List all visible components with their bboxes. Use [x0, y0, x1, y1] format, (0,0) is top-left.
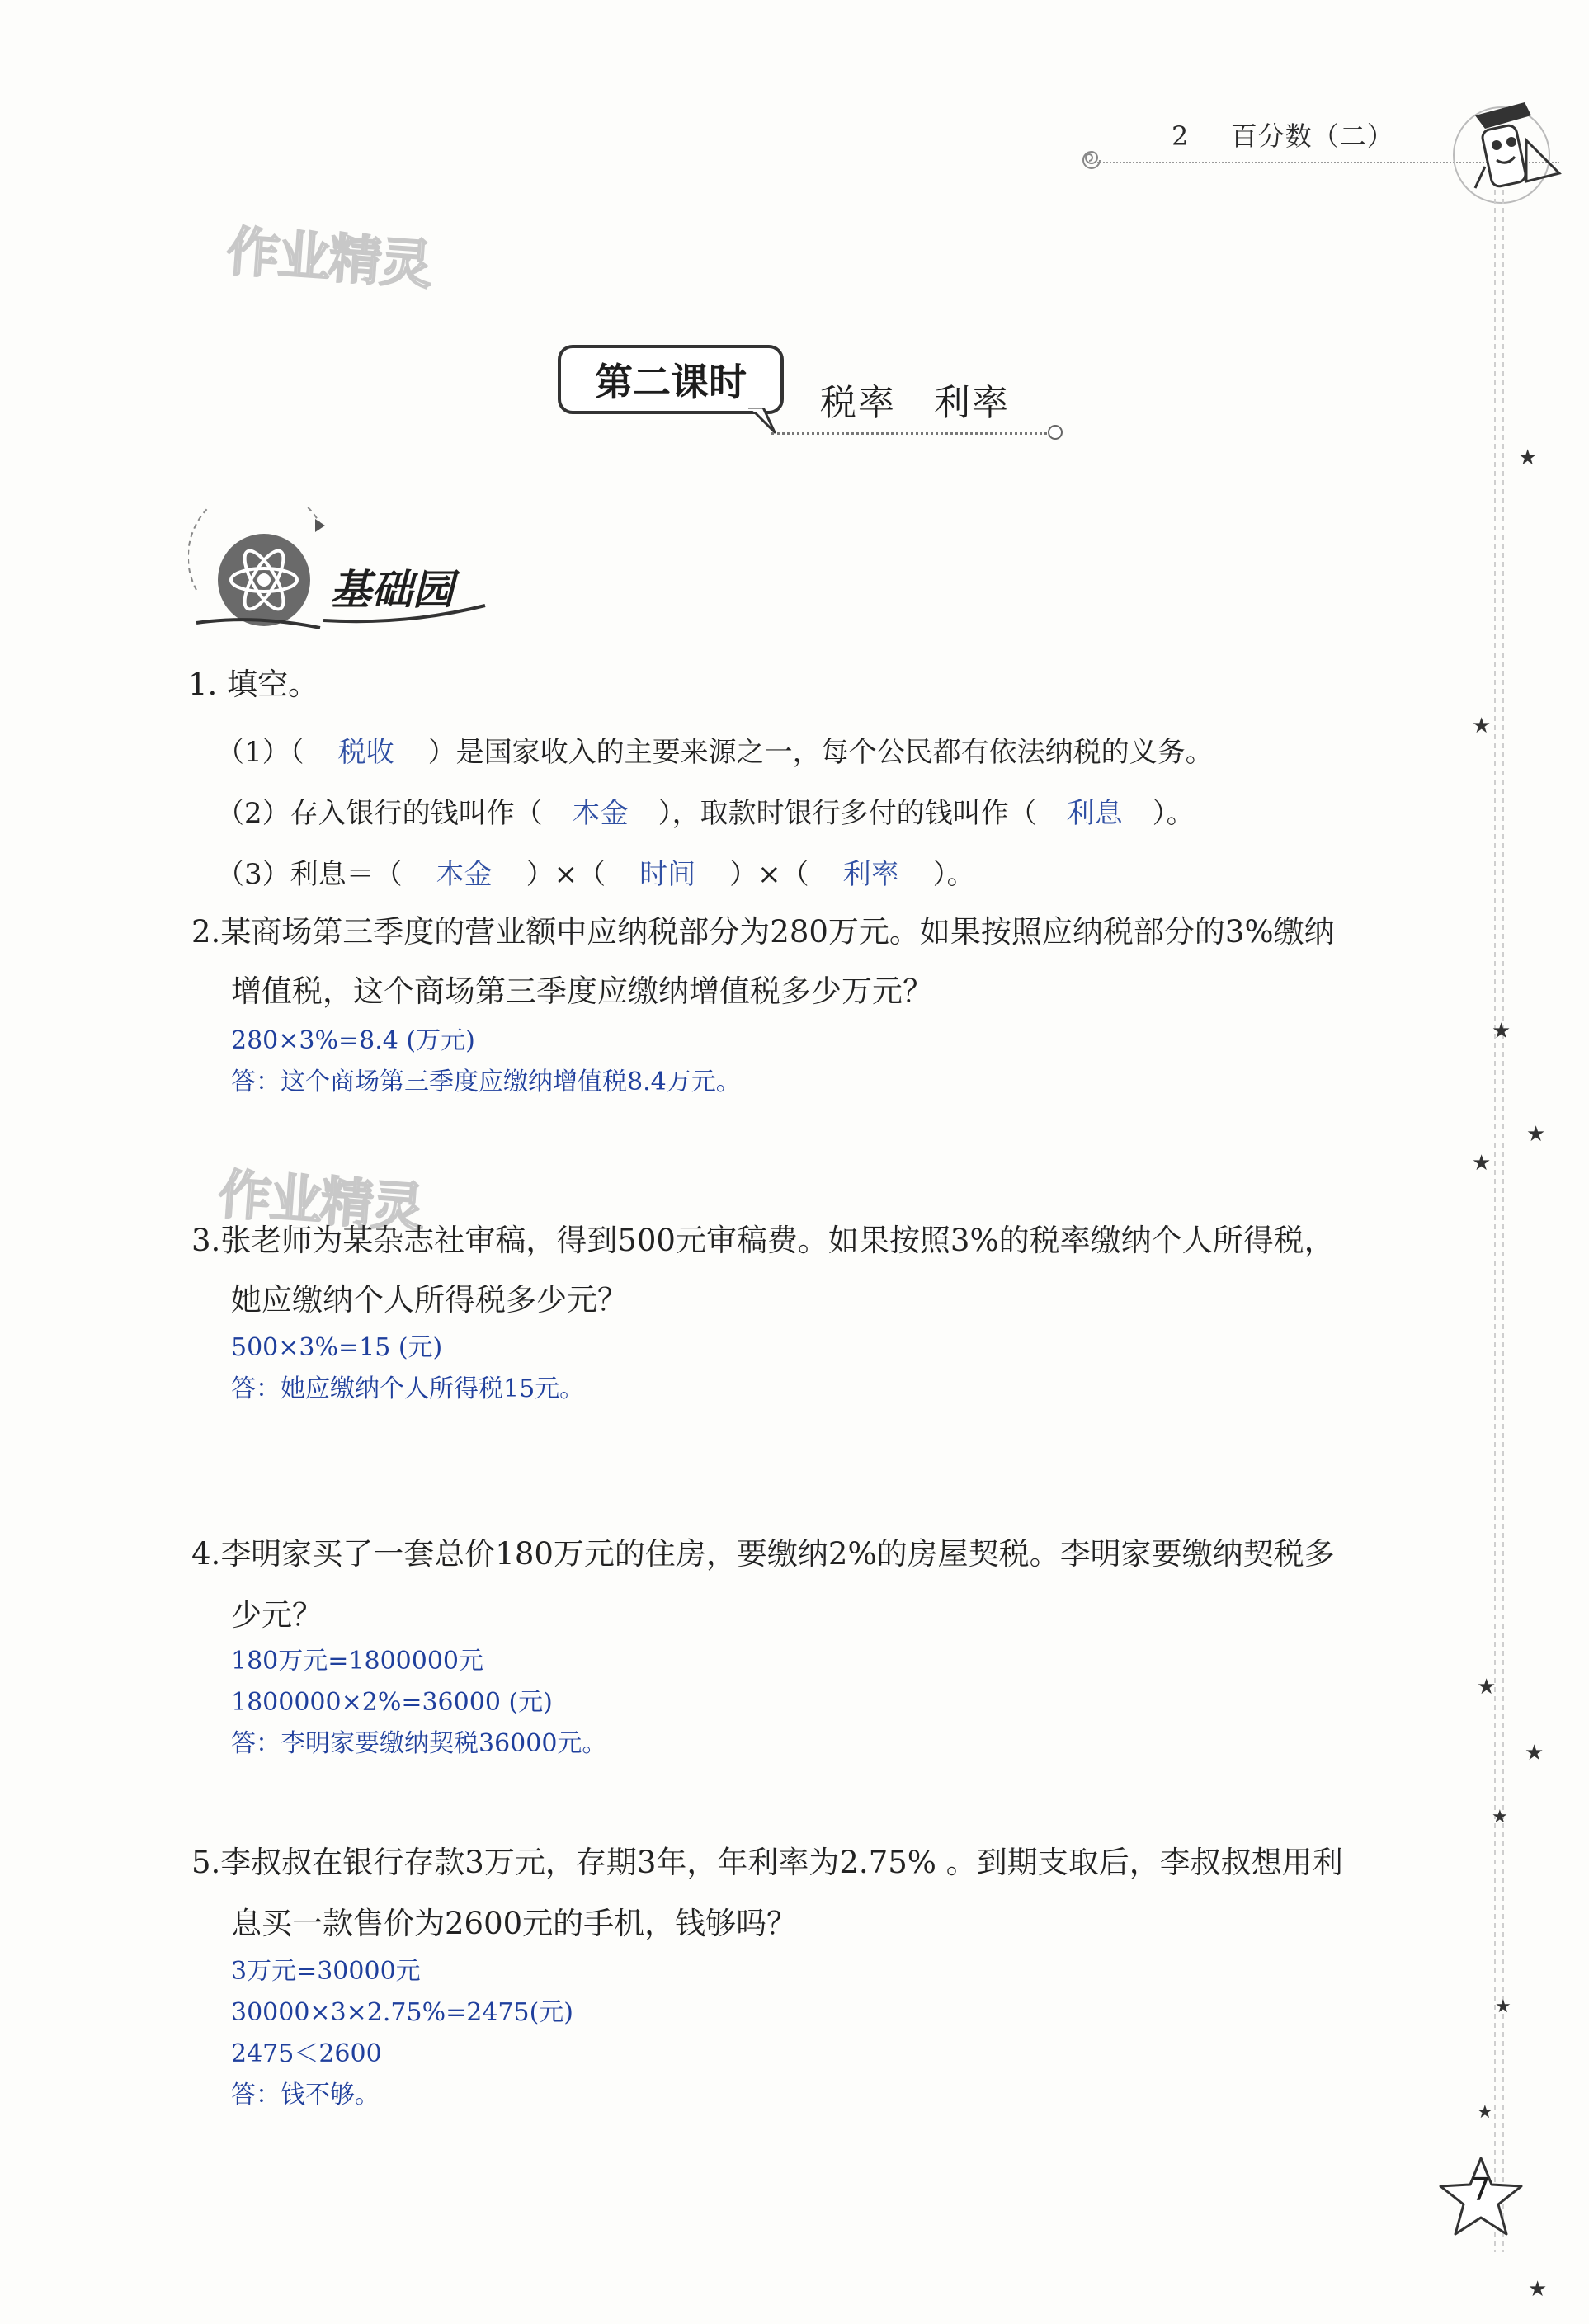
section-underline: [323, 601, 488, 625]
question-1-item-2: （2）存入银行的钱叫作（ 本金 ），取款时银行多付的钱叫作（ 利息 ）。: [216, 790, 1195, 831]
star-icon: ★: [1472, 1151, 1492, 1176]
question-number: 3.: [191, 1223, 221, 1258]
badge-pointer: [747, 408, 780, 434]
star-icon: ★: [1492, 1019, 1511, 1044]
question-4-line-2: 少元？: [231, 1597, 323, 1633]
question-number: 2.: [191, 914, 221, 950]
question-2: 2.某商场第三季度的营业额中应纳税部分为280万元。如果按照应纳税部分的3%缴纳: [191, 914, 1335, 950]
answer-line: 280×3%=8.4 (万元): [231, 1026, 475, 1055]
star-icon: ★: [1495, 1996, 1511, 2017]
header-unit: 2: [1172, 120, 1190, 152]
answer-line: 3万元=30000元: [231, 1957, 421, 1986]
answer-line: 答：钱不够。: [231, 2081, 380, 2110]
question-2-line-2: 增值税，这个商场第三季度应缴纳增值税多少万元？: [231, 973, 933, 1009]
star-icon: ★: [1472, 714, 1492, 738]
pencil-mascot-icon: [1427, 91, 1568, 206]
header-title: 百分数（二）: [1230, 120, 1394, 152]
answer-blank: 时间: [639, 858, 696, 891]
lesson-badge: 第二课时: [558, 345, 784, 414]
answer-line: 2475＜2600: [231, 2039, 382, 2068]
lesson-topic: 税率 利率: [820, 382, 1010, 424]
star-icon: ★: [1526, 1122, 1546, 1147]
question-text: 填空。: [227, 667, 319, 702]
star-icon: ★: [1525, 1741, 1544, 1765]
question-1-item-3: （3）利息＝（ 本金 ）×（ 时间 ）×（ 利率 ）。: [216, 851, 975, 892]
star-icon: ★: [1492, 1807, 1508, 1827]
answer-blank: 本金: [436, 858, 493, 891]
question-number: 1.: [188, 667, 218, 702]
question-number: 4.: [191, 1536, 221, 1572]
star-icon: ★: [1518, 445, 1538, 470]
question-3: 3.张老师为某杂志社审稿，得到500元审稿费。如果按照3%的税率缴纳个人所得税，: [191, 1223, 1335, 1258]
answer-line: 180万元=1800000元: [231, 1647, 484, 1676]
section-title: 基础园: [330, 565, 454, 614]
atom-icon: [188, 507, 337, 631]
lesson-underline-end: [1048, 425, 1063, 440]
page-number: 7: [1470, 2171, 1492, 2208]
answer-blank: 利率: [842, 858, 899, 891]
answer-line: 1800000×2%=36000 (元): [231, 1688, 553, 1717]
answer-blank: 税收: [337, 736, 394, 769]
question-4: 4.李明家买了一套总价180万元的住房，要缴纳2%的房屋契税。李明家要缴纳契税多: [191, 1536, 1335, 1572]
question-number: 5.: [191, 1845, 221, 1880]
question-1: [188, 667, 318, 703]
answer-blank: 利息: [1066, 797, 1123, 830]
watermark: 作业精灵: [224, 221, 433, 297]
question-3-line-2: 她应缴纳个人所得税多少元？: [231, 1282, 628, 1318]
answer-line: 答：她应缴纳个人所得税15元。: [231, 1374, 585, 1403]
star-icon: ★: [1477, 2102, 1493, 2123]
question-1-item-1: （1）（ 税收 ）是国家收入的主要来源之一，每个公民都有依法纳税的义务。: [216, 729, 1214, 770]
question-5-line-2: 息买一款售价为2600元的手机，钱够吗？: [231, 1906, 798, 1941]
answer-line: 答：这个商场第三季度应缴纳增值税8.4万元。: [231, 1068, 741, 1096]
lesson-underline: [771, 432, 1052, 435]
star-icon: ★: [1528, 2277, 1548, 2302]
watermark: 作业精灵: [216, 1164, 425, 1240]
answer-line: 500×3%=15 (元): [231, 1333, 443, 1362]
answer-blank: 本金: [572, 797, 629, 830]
swirl-icon: [1077, 145, 1106, 175]
decorative-border: [1492, 190, 1508, 2252]
answer-line: 30000×3×2.75%=2475(元): [231, 1998, 573, 2027]
star-icon: ★: [1477, 1675, 1497, 1699]
answer-line: 答：李明家要缴纳契税36000元。: [231, 1729, 607, 1758]
running-header: [1172, 115, 1394, 153]
question-5: 5.李叔叔在银行存款3万元，存期3年，年利率为2.75% 。到期支取后，李叔叔想用利: [191, 1845, 1343, 1880]
